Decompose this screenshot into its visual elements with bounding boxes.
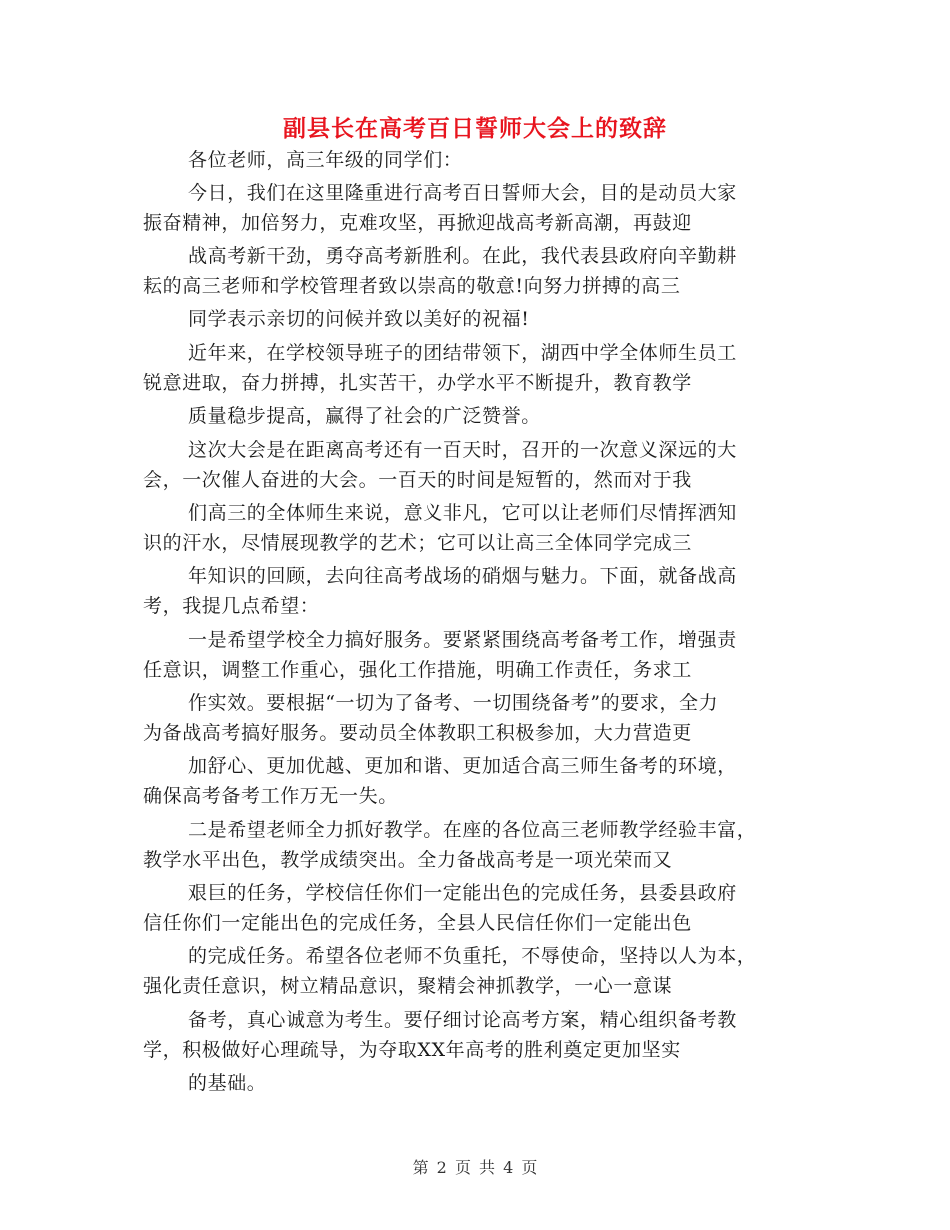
text-line: 这次大会是在距离高考还有一百天时，召开的一次意义深远的大 — [188, 439, 737, 461]
text-line: 加舒心、更加优越、更加和谐、更加适合高三师生备考的环境， — [188, 755, 737, 777]
text-line: 二是希望老师全力抓好教学。在座的各位高三老师教学经验丰富， — [188, 819, 757, 841]
text-line: 备考，真心诚意为考生。要仔细讨论高考方案，精心组织备考教 — [188, 1009, 737, 1031]
text-line: 强化责任意识，树立精品意识，聚精会神抓教学，一心一意谋 — [143, 975, 673, 997]
page-title: 副县长在高考百日誓师大会上的致辞 — [283, 115, 667, 142]
text-line: 任意识，调整工作重心，强化工作措施，明确工作责任，务求工 — [143, 659, 692, 681]
text-line: 艰巨的任务，学校信任你们一定能出色的完成任务，县委县政府 — [188, 882, 737, 904]
text-line: 们高三的全体师生来说，意义非凡，它可以让老师们尽情挥洒知 — [188, 502, 737, 524]
text-line: 一是希望学校全力搞好服务。要紧紧围绕高考备考工作，增强责 — [188, 629, 737, 651]
text-line: 振奋精神，加倍努力，克难攻坚，再掀迎战高考新高潮，再鼓迎 — [143, 212, 692, 234]
text-line: 教学水平出色，教学成绩突出。全力备战高考是一项光荣而又 — [143, 849, 673, 871]
text-line: 识的汗水，尽情展现教学的艺术；它可以让高三全体同学完成三 — [143, 532, 692, 554]
text-line: 质量稳步提高，赢得了社会的广泛赞誉。 — [188, 405, 541, 427]
text-line: 近年来，在学校领导班子的团结带领下，湖西中学全体师生员工 — [188, 342, 737, 364]
text-line: 战高考新干劲，勇夺高考新胜利。在此，我代表县政府向辛勤耕 — [188, 245, 737, 267]
text-line: 会，一次催人奋进的大会。一百天的时间是短暂的，然而对于我 — [143, 469, 692, 491]
text-line: 的完成任务。希望各位老师不负重托，不辱使命，坚持以人为本， — [188, 945, 757, 967]
text-line: 为备战高考搞好服务。要动员全体教职工积极参加，大力营造更 — [143, 722, 692, 744]
text-line: 信任你们一定能出色的完成任务，全县人民信任你们一定能出色 — [143, 912, 692, 934]
text-line: 耘的高三老师和学校管理者致以崇高的敬意!向努力拼搏的高三 — [143, 275, 681, 297]
text-line: 各位老师，高三年级的同学们： — [188, 149, 463, 171]
text-line: 学，积极做好心理疏导，为夺取XX年高考的胜利奠定更加坚实 — [143, 1039, 681, 1061]
text-line: 锐意进取，奋力拼搏，扎实苦干，办学水平不断提升，教育教学 — [143, 372, 692, 394]
page-number-footer: 第 2 页 共 4 页 — [412, 1158, 538, 1177]
text-line: 考，我提几点希望： — [143, 595, 320, 617]
text-line: 的基础。 — [188, 1072, 267, 1094]
text-line: 今日，我们在这里隆重进行高考百日誓师大会，目的是动员大家 — [188, 182, 737, 204]
text-line: 确保高考备考工作万无一失。 — [143, 785, 398, 807]
text-line: 作实效。要根据“一切为了备考、一切围绕备考”的要求，全力 — [188, 692, 719, 714]
text-line: 年知识的回顾，去向往高考战场的硝烟与魅力。下面，就备战高 — [188, 565, 737, 587]
text-line: 同学表示亲切的问候并致以美好的祝福! — [188, 308, 530, 330]
